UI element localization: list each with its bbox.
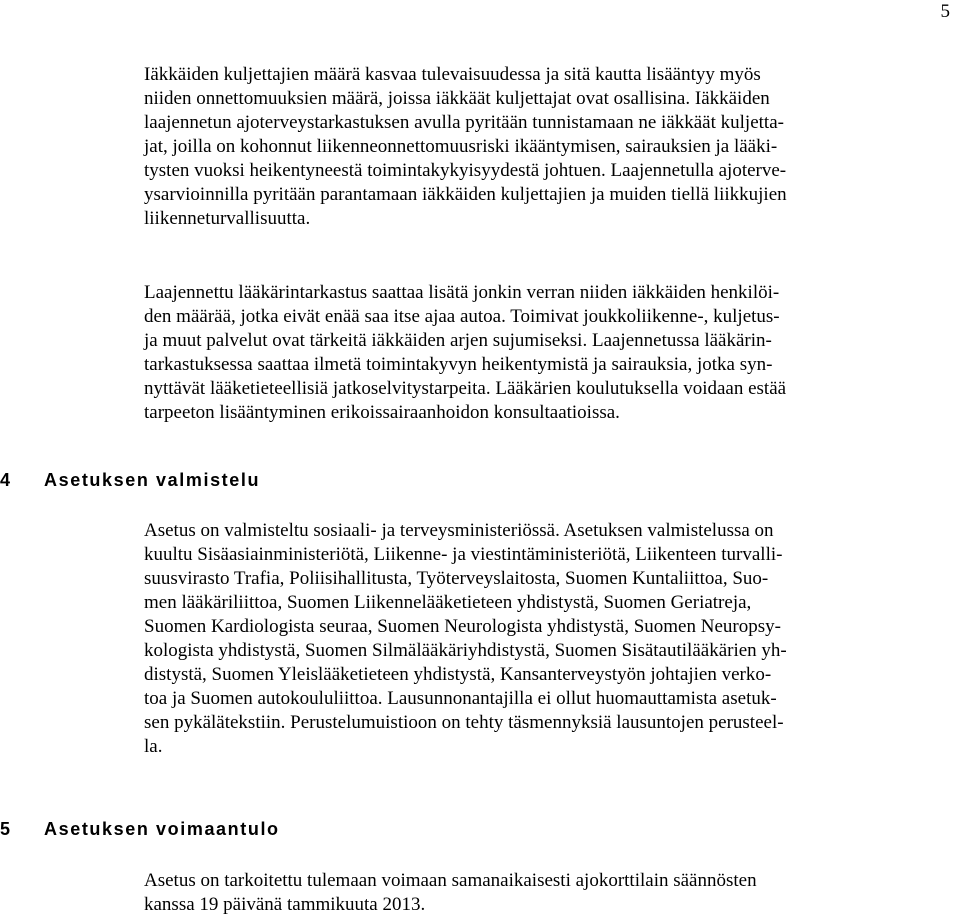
paragraph-medical-examination [144, 281, 948, 425]
paragraph-line: kuultu Sisäasiainministeriötä, Liikenne- ja viestintäministeriötä, Liikenteen turvalli- [144, 544, 783, 565]
paragraph-line: niiden onnettomuuksien määrä, joissa iäkkäät kuljettajat ovat osallisina. Iäkkäiden [144, 88, 770, 109]
paragraph-line: tarkastuksessa saattaa ilmetä toimintakyvyn heikentymistä ja sairauksia, jotka syn- [144, 354, 773, 375]
paragraph-line: kanssa 19 päivänä tammikuuta 2013. [144, 894, 426, 915]
paragraph-line: tysten vuoksi heikentyneestä toimintakykyisyydestä johtuen. Laajennetulla ajoterve- [144, 160, 787, 181]
paragraph-line: Asetus on valmisteltu sosiaali- ja terveysministeriössä. Asetuksen valmistelussa on [144, 520, 774, 541]
paragraph-line: la. [144, 736, 163, 757]
paragraph-line: Suomen Kardiologista seuraa, Suomen Neurologista yhdistystä, Suomen Neuropsy- [144, 616, 781, 637]
paragraph-line: ja muut palvelut ovat tärkeitä iäkkäiden arjen sujumiseksi. Laajennetussa lääkärin- [144, 330, 772, 351]
paragraph-line: nyttävät lääketieteellisiä jatkoselvitystarpeita. Lääkärien koulutuksella voidaan estää [144, 378, 787, 399]
section-title: Asetuksen valmistelu [44, 470, 261, 490]
paragraph-entry-into-force [144, 869, 948, 917]
section-heading-preparation [0, 469, 260, 491]
paragraph-line: laajennetun ajoterveystarkastuksen avulla pyritään tunnistamaan ne iäkkäät kuljetta- [144, 112, 784, 133]
section-title: Asetuksen voimaantulo [44, 819, 280, 839]
paragraph-line: liikenneturvallisuutta. [144, 208, 311, 229]
paragraph-line: tarpeeton lisääntyminen erikoissairaanhoidon konsultaatioissa. [144, 402, 620, 423]
paragraph-line: Iäkkäiden kuljettajien määrä kasvaa tulevaisuudessa ja sitä kautta lisääntyy myös [144, 64, 761, 85]
section-number: 4 [0, 470, 11, 490]
paragraph-line: ysarvioinnilla pyritään parantamaan iäkkäiden kuljettajien ja muiden tiellä liikkujien [144, 184, 787, 205]
paragraph-line: Asetus on tarkoitettu tulemaan voimaan samanaikaisesti ajokorttilain säännösten [144, 870, 757, 891]
paragraph-preparation [144, 519, 948, 759]
paragraph-line: sen pykälätekstiin. Perustelumuistioon on tehty täsmennyksiä lausuntojen perusteel- [144, 712, 784, 733]
paragraph-line: Laajennettu lääkärintarkastus saattaa lisätä jonkin verran niiden iäkkäiden henkilöi- [144, 282, 780, 303]
paragraph-older-drivers [144, 63, 948, 231]
paragraph-line: men lääkäriliittoa, Suomen Liikennelääketieteen yhdistystä, Suomen Geriatreja, [144, 592, 752, 613]
paragraph-line: suusvirasto Trafia, Poliisihallitusta, Työterveyslaitosta, Suomen Kuntaliittoa, Suo- [144, 568, 769, 589]
paragraph-line: toa ja Suomen autokoululiittoa. Lausunnonantajilla ei ollut huomauttamista asetuk- [144, 688, 777, 709]
page-number: 5 [940, 1, 950, 22]
paragraph-line: distystä, Suomen Yleislääketieteen yhdistystä, Kansanterveystyön johtajien verko- [144, 664, 772, 685]
section-number: 5 [0, 819, 11, 839]
section-heading-entry-into-force [0, 818, 280, 840]
paragraph-line: den määrää, jotka eivät enää saa itse ajaa autoa. Toimivat joukkoliikenne-, kuljetus- [144, 306, 780, 327]
paragraph-line: kologista yhdistystä, Suomen Silmälääkäriyhdistystä, Suomen Sisätautilääkärien yh- [144, 640, 787, 661]
paragraph-line: jat, joilla on kohonnut liikenneonnettomuusriski ikääntymisen, sairauksien ja lääki- [144, 136, 778, 157]
